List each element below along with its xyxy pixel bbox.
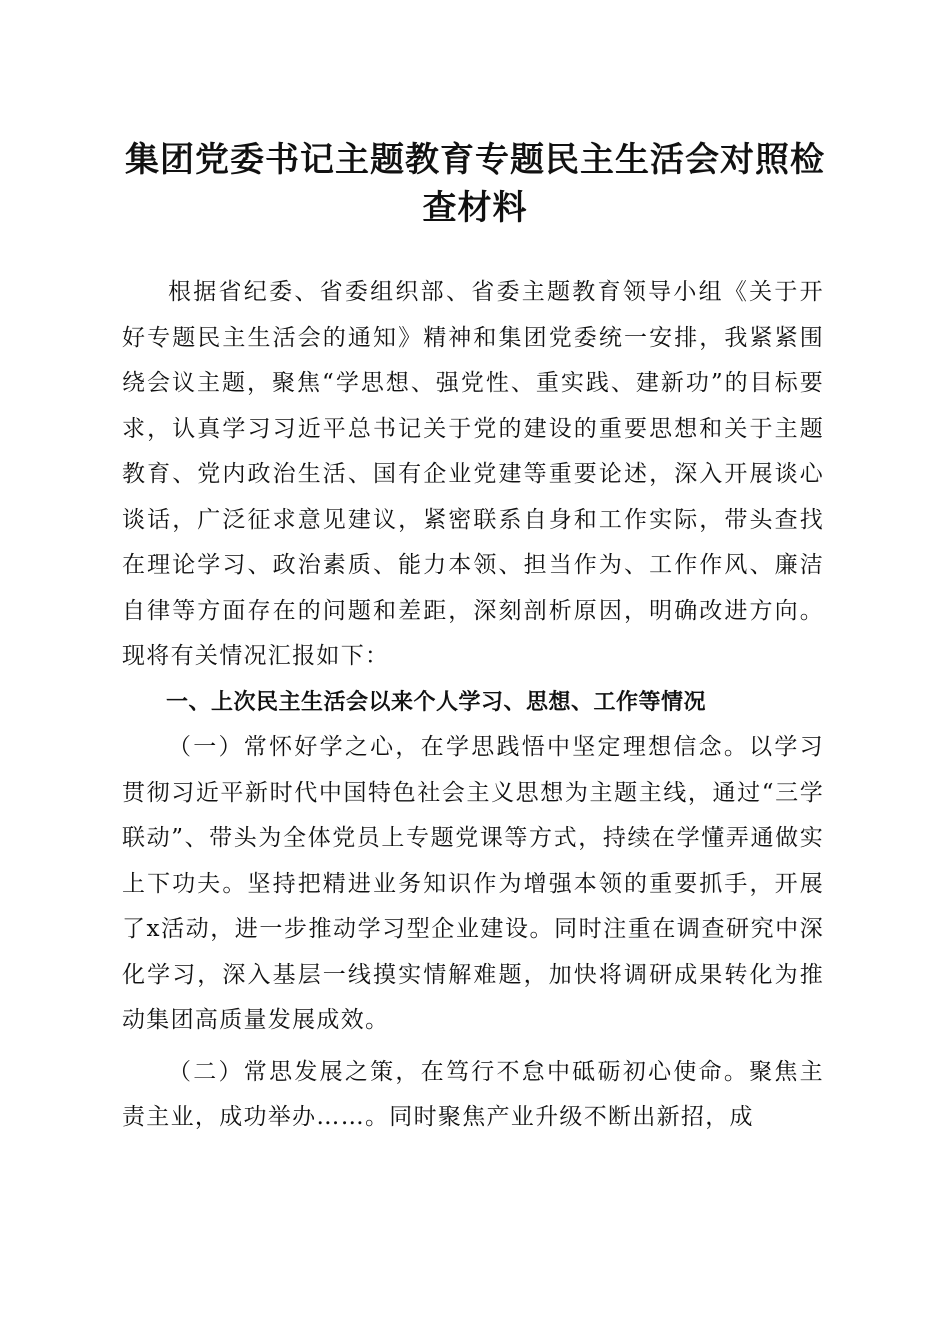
document-body: [122, 270, 824, 1141]
subsection-paragraph-1: （一）常怀好学之心，在学思践悟中坚定理想信念。以学习贯彻习近平新时代中国特色社会主义思想为主题主线，通过“三学联动”、带头为全体党员上专题党课等方式，持续在学懂弄通做实上下功夫。坚持把精进业务知识作为增强本领的重要抓手，开展了x活动，进一步推动学习型企业建设。同时注重在调查研究中深化学习，深入基层一线摸实情解难题，加快将调研成果转化为推动集团高质量发展成效。: [122, 734, 824, 1033]
document-title: 集团党委书记主题教育专题民主生活会对照检查材料: [125, 140, 825, 228]
section-heading: 一、上次民主生活会以来个人学习、思想、工作等情况: [166, 689, 707, 715]
intro-paragraph: 根据省纪委、省委组织部、省委主题教育领导小组《关于开好专题民主生活会的通知》精神和集团党委统一安排，我紧紧围绕会议主题，聚焦“学思想、强党性、重实践、建新功”的目标要求，认真学习习近平总书记关于党的建设的重要思想和关于主题教育、党内政治生活、国有企业党建等重要论述，深入开展谈心谈话，广泛征求意见建议，紧密联系自身和工作实际，带头查找在理论学习、政治素质、能力本领、担当作为、工作作风、廉洁自律等方面存在的问题和差距，深刻剖析原因，明确改进方向。现将有关情况汇报如下：: [122, 279, 824, 669]
subsection-paragraph-2: （二）常思发展之策，在笃行不怠中砥砺初心使命。聚焦主责主业，成功举办……。同时聚焦产业升级不断出新招，成: [122, 1058, 824, 1130]
